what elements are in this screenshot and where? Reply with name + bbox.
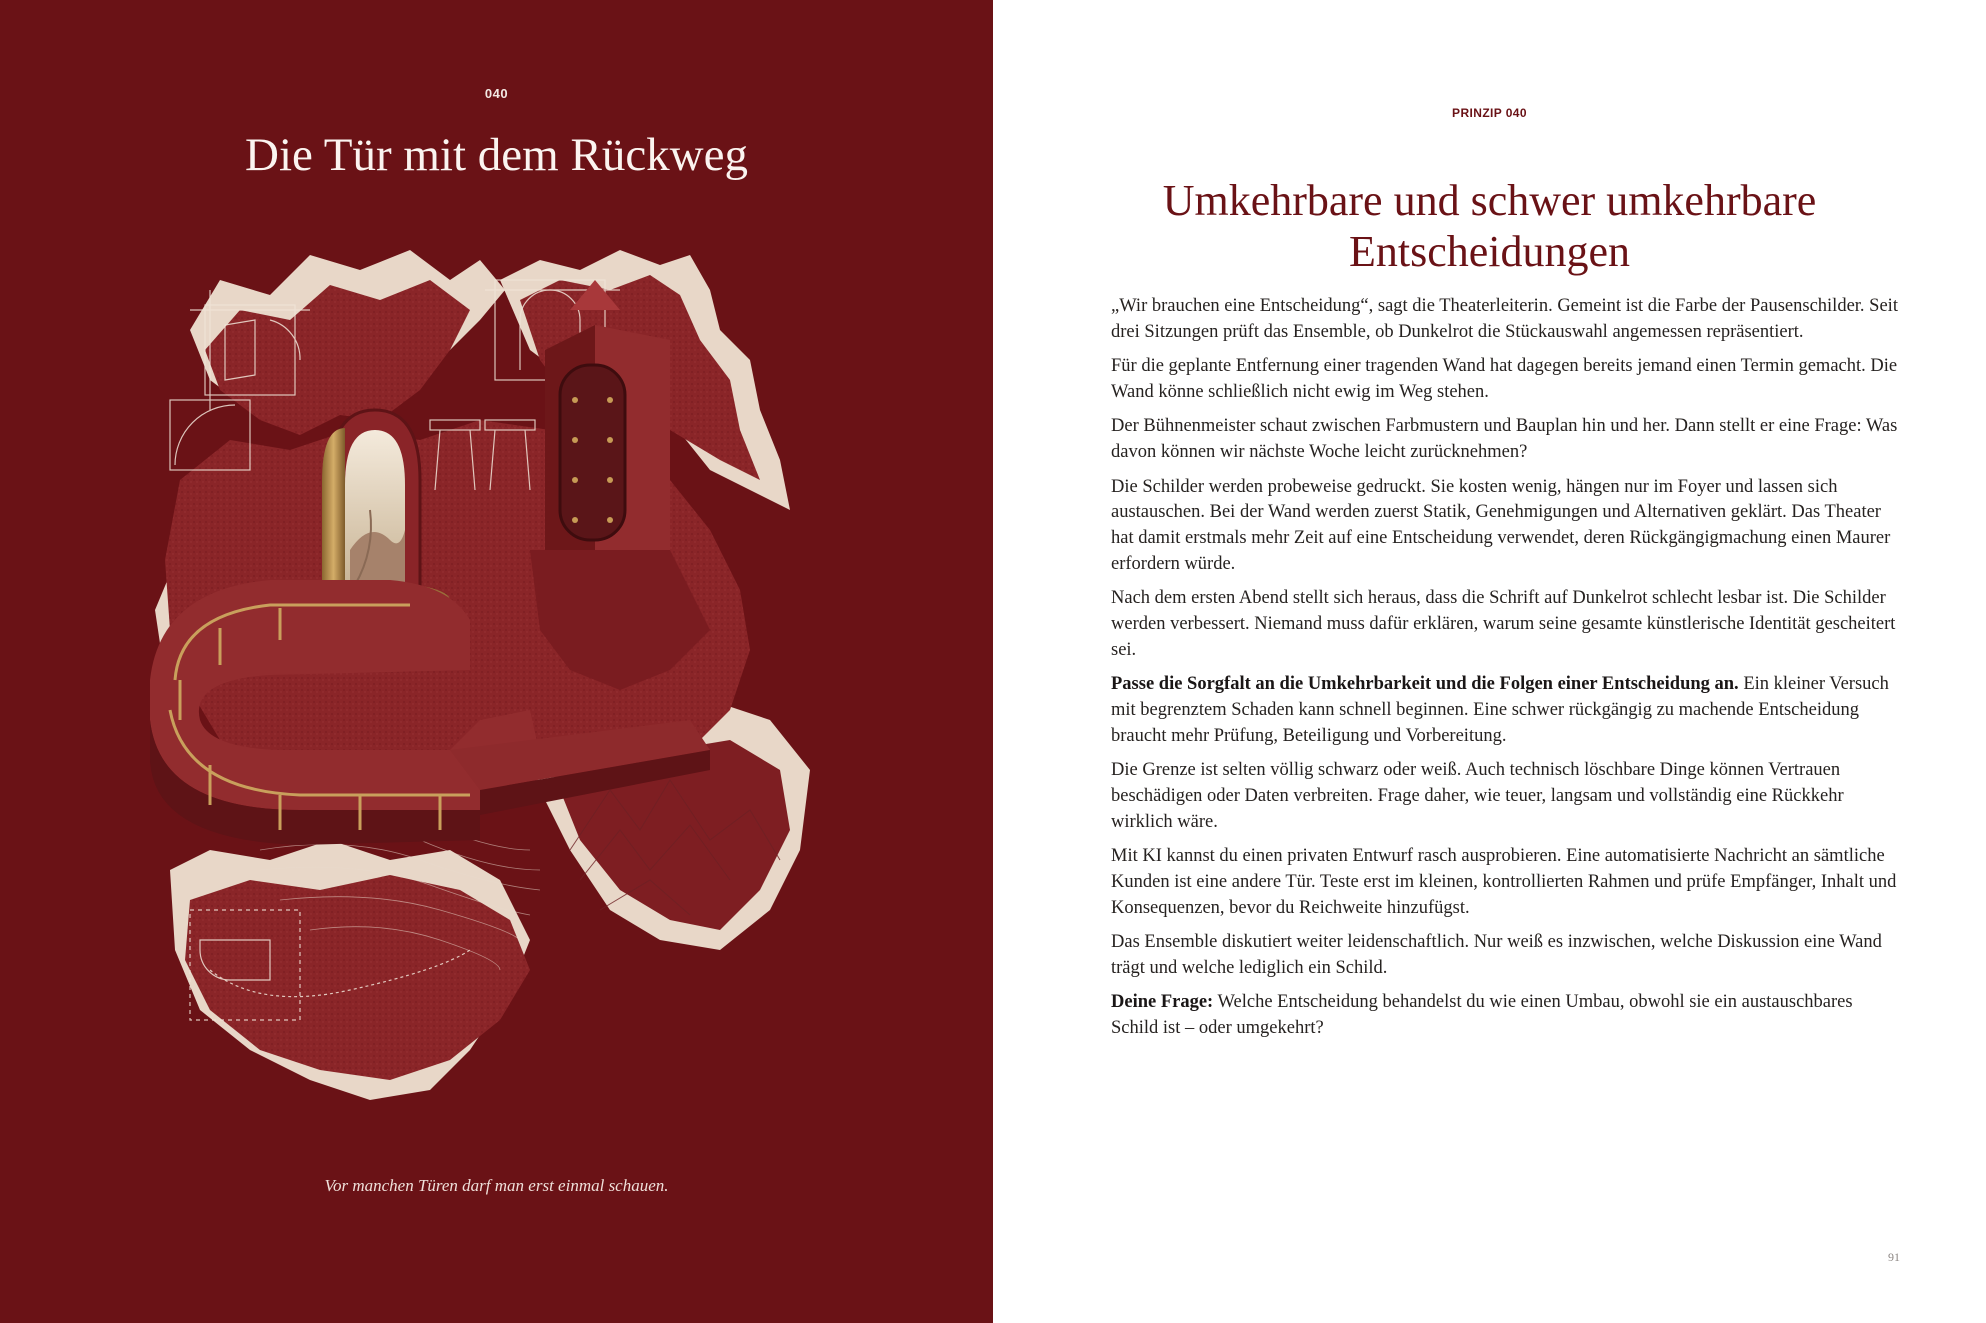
paragraph-text: Ein kleiner Versuch mit begrenztem Schaden kann schnell beginnen. Eine schwer rückgängig zu machende Entscheidung braucht mehr Prüfung, Beteiligung und Vorbereitung.	[1111, 674, 1889, 746]
principle-title: Umkehrbare und schwer umkehrbare Entscheidungen	[1162, 176, 1817, 276]
chapter-number: 040	[484, 86, 509, 101]
paragraph-text: Für die geplante Entfernung einer tragenden Wand hat dagegen bereits jemand einen Termin gemacht. Die Wand könne schließlich nicht ewig im Weg stehen.	[1111, 356, 1898, 402]
paragraph-text: „Wir brauchen eine Entscheidung“, sagt die Theaterleiterin. Gemeint ist die Farbe der Pausenschilder. Seit drei Sitzungen prüft das Ensemble, ob Dunkelrot die Stückauswahl angemessen repräsentiert.	[1111, 296, 1898, 342]
paragraph-text: Welche Entscheidung behandelst du wie einen Umbau, obwohl sie ein austauschbares Schild ist – oder umgekehrt?	[1111, 992, 1853, 1039]
right-page	[993, 0, 1986, 1323]
body-paragraph	[1111, 586, 1901, 663]
key-principle: Passe die Sorgfalt an die Umkehrbarkeit und die Folgen einer Entscheidung an.	[1111, 674, 1739, 695]
body-paragraph	[1111, 672, 1901, 749]
body-paragraph	[1111, 758, 1901, 835]
question-label: Deine Frage:	[1111, 992, 1214, 1013]
paragraph-text: Das Ensemble diskutiert weiter leidenschaftlich. Nur weiß es inzwischen, welche Diskussion eine Wand trägt und welche lediglich ein Schild.	[1111, 932, 1882, 979]
chapter-title: Die Tür mit dem Rückweg	[245, 129, 748, 181]
body-paragraph	[1111, 930, 1901, 982]
paragraph-text: Nach dem ersten Abend stellt sich heraus, dass die Schrift auf Dunkelrot schlecht lesbar ist. Die Schilder werden verbessert. Niemand muss dafür erklären, warum seine gesamte künstlerische Identität gescheitert sei.	[1111, 588, 1896, 660]
body-text	[1111, 294, 1901, 1051]
principle-label: PRINZIP 040	[1452, 106, 1527, 120]
paragraph-text: Die Schilder werden probeweise gedruckt. Sie kosten wenig, hängen nur im Foyer und lassen sich austauschen. Bei der Wand werden zuerst Statik, Genehmigungen und Alternativen geklärt. Das Theater hat damit erstmals mehr Zeit auf eine Entscheidung verwendet, deren Rückgängigmachung einen Maurer erfordern würde.	[1111, 476, 1891, 574]
paragraph-text: Mit KI kannst du einen privaten Entwurf rasch ausprobieren. Eine automatisierte Nachricht an sämtliche Kunden ist eine andere Tür. Teste erst im kleinen, kontrollierten Rahmen und prüfe Empfänger, Inhalt und Konsequenzen, bevor du Reichweite hinzufügst.	[1111, 846, 1897, 918]
body-paragraph	[1111, 414, 1901, 466]
body-paragraph	[1111, 294, 1901, 346]
door-illustration	[150, 250, 840, 1110]
body-paragraph	[1111, 844, 1901, 921]
body-paragraph	[1111, 990, 1901, 1042]
stone-mass	[185, 875, 530, 1080]
paragraph-text: Die Grenze ist selten völlig schwarz oder weiß. Auch technisch löschbare Dinge können Vertrauen beschädigen oder Daten verbreiten. Frage daher, wie teuer, langsam und vollständig eine Rückkehr wirklich wäre.	[1111, 760, 1844, 832]
page-number: 91	[1888, 1250, 1900, 1264]
paragraph-text: Der Bühnenmeister schaut zwischen Farbmustern und Bauplan hin und her. Dann stellt er eine Frage: Was davon können wir nächste Woche leicht zurücknehmen?	[1111, 416, 1898, 463]
body-paragraph	[1111, 475, 1901, 578]
illustration-caption: Vor manchen Türen darf man erst einmal schauen.	[324, 1176, 669, 1195]
body-paragraph	[1111, 354, 1901, 406]
